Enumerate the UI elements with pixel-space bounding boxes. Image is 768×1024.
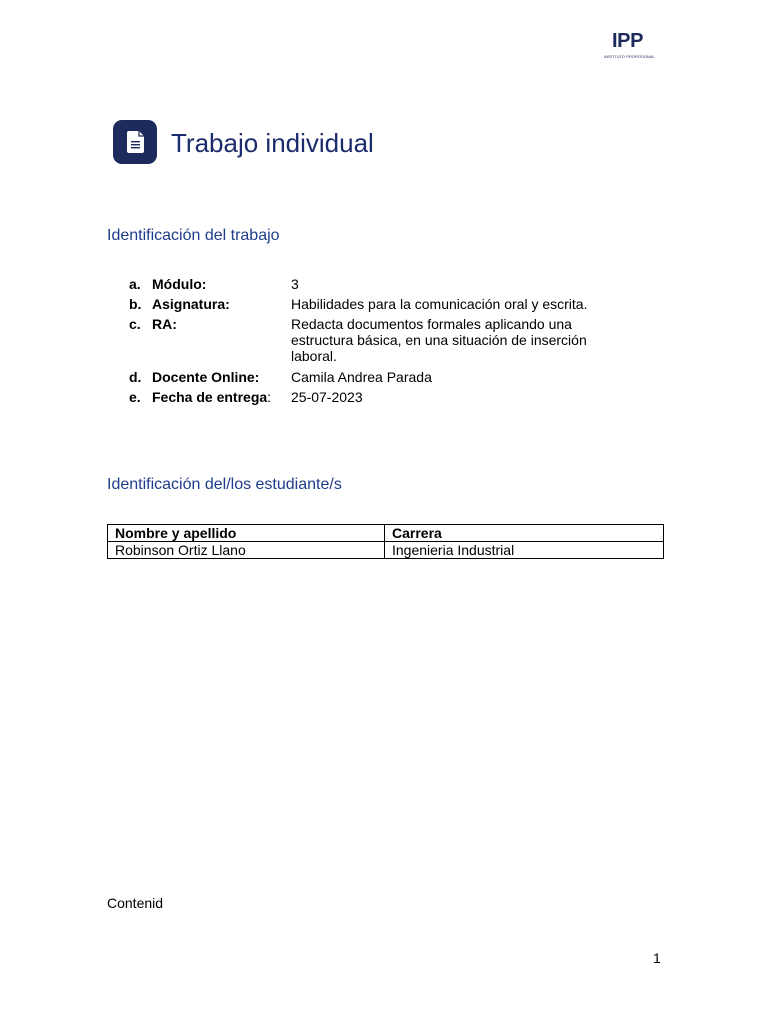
item-label-text: RA: — [152, 316, 177, 332]
table-row — [108, 542, 664, 559]
item-label-text: Asignatura: — [152, 296, 230, 312]
item-label-text: Docente Online: — [152, 369, 260, 385]
item-letter: c. — [129, 316, 141, 332]
page-title: Trabajo individual — [171, 128, 374, 158]
page-number: 1 — [653, 950, 661, 966]
logo-subtitle: INSTITUTO PROFESIONAL — [604, 54, 655, 59]
item-value: Camila Andrea Parada — [291, 369, 432, 385]
item-letter: d. — [129, 369, 142, 385]
content-text: Contenid — [107, 895, 164, 911]
item-letter: e. — [129, 389, 141, 405]
table-header-row — [108, 525, 664, 542]
table-cell-career: Ingenieria Industrial — [385, 542, 664, 559]
column-header-career: Carrera — [385, 525, 664, 542]
section-heading-work: Identificación del trabajo — [107, 227, 280, 244]
column-header-name: Nombre y apellido — [108, 525, 385, 542]
ipp-logo — [604, 30, 655, 60]
item-label — [152, 389, 271, 405]
item-label-text: Fecha de entrega — [152, 389, 268, 405]
item-value: Redacta documentos formales aplicando una estructura básica, en una situación de inserción laboral. — [291, 316, 587, 364]
item-label-text: Módulo: — [152, 276, 207, 292]
item-label — [152, 369, 259, 385]
section-heading-students: Identificación del/los estudiante/s — [107, 476, 342, 493]
item-value: Habilidades para la comunicación oral y escrita. — [291, 296, 588, 312]
item-value: 3 — [291, 276, 299, 292]
item-letter: a. — [129, 276, 141, 292]
item-label — [152, 296, 230, 312]
item-label-suffix: : — [267, 389, 272, 405]
item-label — [152, 316, 177, 332]
logo-text: IPP — [612, 30, 644, 52]
table-cell-name: Robinson Ortiz Llano — [108, 542, 385, 559]
document-icon — [113, 120, 157, 164]
item-letter: b. — [129, 296, 142, 312]
item-label — [152, 276, 206, 292]
item-value: 25-07-2023 — [291, 389, 363, 405]
students-table — [107, 524, 664, 559]
